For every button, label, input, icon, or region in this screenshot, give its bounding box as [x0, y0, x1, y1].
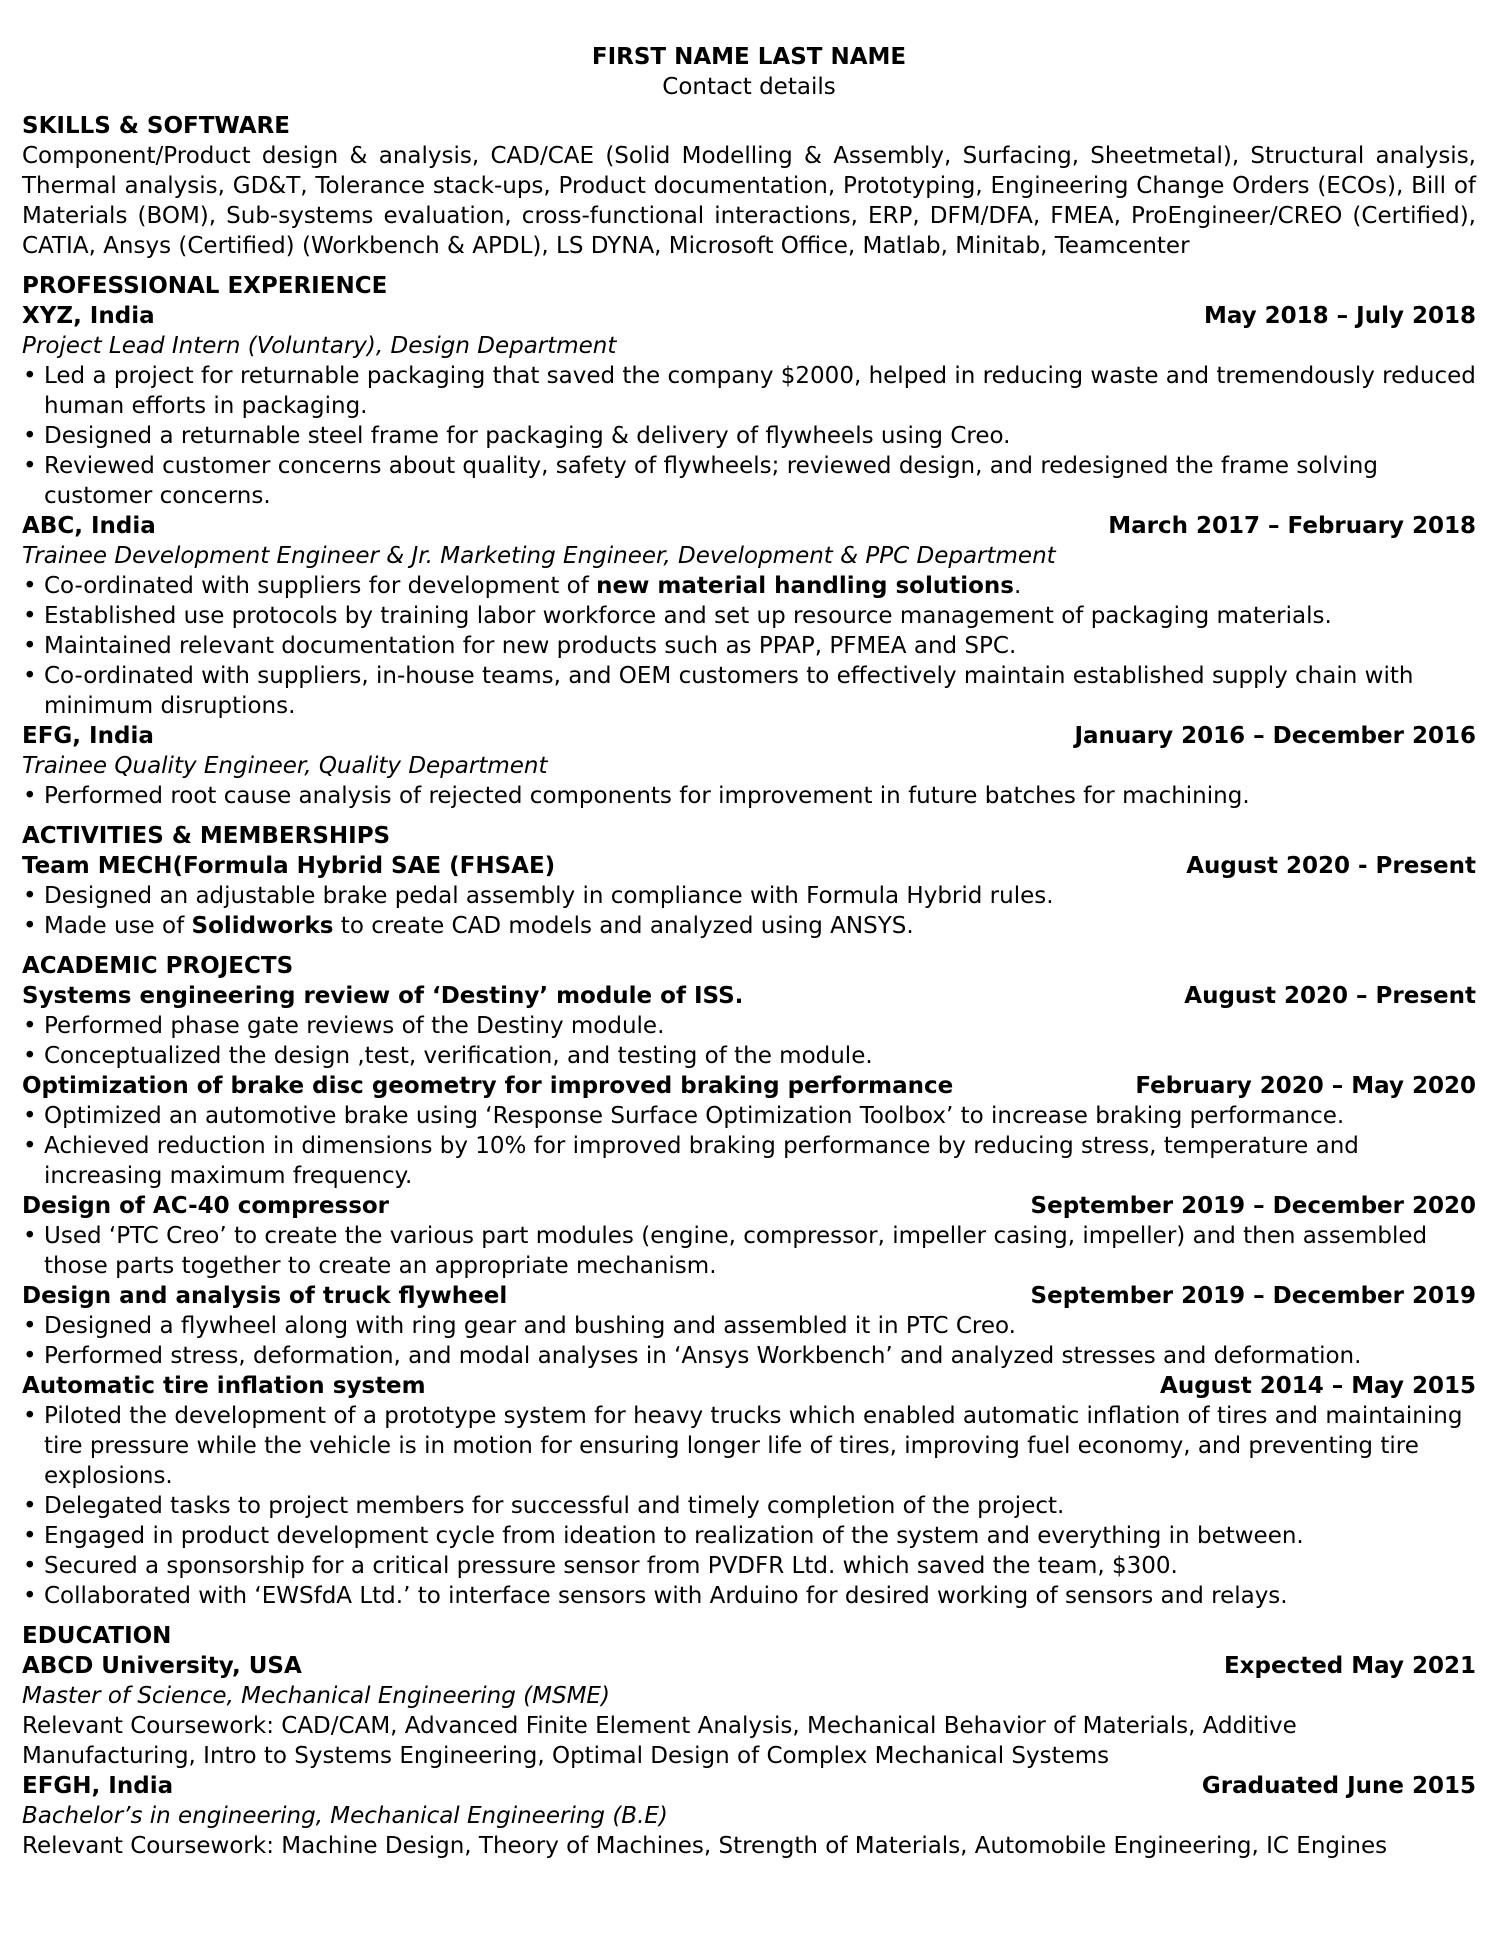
job-org: XYZ, India — [22, 303, 155, 329]
bullet-item: • Designed a flywheel along with ring gear and bushing and assembled it in PTC Creo. — [22, 1311, 1476, 1341]
bullet-item: • Achieved reduction in dimensions by 10% for improved braking performance by reducing stress, temperature and increasing maximum frequency. — [22, 1131, 1476, 1191]
bullet-item: • Piloted the development of a prototype system for heavy trucks which enabled automatic inflation of tires and maintaining tire pressure while the vehicle is in motion for ensuring longer life of tires, improving fuel economy, and preventing tire explosions. — [22, 1401, 1476, 1491]
project-dates: September 2019 – December 2019 — [1030, 1283, 1476, 1309]
bullet-item: • Secured a sponsorship for a critical pressure sensor from PVDFR Ltd. which saved the team, $300. — [22, 1551, 1476, 1581]
project-dates: August 2014 – May 2015 — [1160, 1373, 1476, 1399]
job-dates: January 2016 – December 2016 — [1074, 723, 1476, 749]
project-name: Optimization of brake disc geometry for improved braking performance — [22, 1073, 954, 1099]
job-entry — [22, 511, 1476, 721]
project-entry — [22, 981, 1476, 1071]
bullet-item: • Established use protocols by training labor workforce and set up resource management of packaging materials. — [22, 601, 1476, 631]
project-dates: August 2020 – Present — [1184, 983, 1476, 1009]
activity-org: Team MECH(Formula Hybrid SAE (FHSAE) — [22, 853, 556, 879]
project-entry — [22, 1371, 1476, 1611]
job-org: ABC, India — [22, 513, 156, 539]
skills-text: Component/Product design & analysis, CAD/CAE (Solid Modelling & Assembly, Surfacing, Sheetmetal), Structural analysis, Thermal analysis, GD&T, Tolerance stack-ups, Product documentation, Prototyping, Engineering Change Orders (ECOs), Bill of Materials (BOM), Sub-systems evaluation, cross-functional interactions, ERP, DFM/DFA, FMEA, ProEngineer/CREO (Certified), CATIA, Ansys (Certified) (Workbench & APDL), LS DYNA, Microsoft Office, Matlab, Minitab, Teamcenter — [22, 143, 1476, 259]
job-dates: March 2017 – February 2018 — [1108, 513, 1476, 539]
project-dates: February 2020 – May 2020 — [1135, 1073, 1476, 1099]
job-bullets — [22, 571, 1476, 721]
job-org: EFG, India — [22, 723, 154, 749]
project-bullets — [22, 1101, 1476, 1191]
activities-heading: ACTIVITIES & MEMBERSHIPS — [22, 823, 391, 849]
candidate-name: FIRST NAME LAST NAME — [591, 44, 907, 70]
job-bullets — [22, 361, 1476, 511]
project-entry — [22, 1281, 1476, 1371]
bullet-item: • Used ‘PTC Creo’ to create the various part modules (engine, compressor, impeller casing, impeller) and then assembled those parts together to create an appropriate mechanism. — [22, 1221, 1476, 1281]
bullet-item: • Conceptualized the design ,test, verification, and testing of the module. — [22, 1041, 1476, 1071]
bullet-item: • Maintained relevant documentation for new products such as PPAP, PFMEA and SPC. — [22, 631, 1476, 661]
skills-heading: SKILLS & SOFTWARE — [22, 113, 290, 139]
coursework: Relevant Coursework: CAD/CAM, Advanced Finite Element Analysis, Mechanical Behavior of Materials, Additive Manufacturing, Intro to Systems Engineering, Optimal Design of Complex Mechanical Systems — [22, 1713, 1297, 1769]
activities-section — [22, 821, 1476, 941]
school-name: ABCD University, USA — [22, 1653, 302, 1679]
experience-section — [22, 271, 1476, 811]
job-entry — [22, 301, 1476, 511]
bullet-item: • Performed root cause analysis of rejected components for improvement in future batches for machining. — [22, 781, 1476, 811]
project-entry — [22, 1071, 1476, 1191]
bullet-item: • Delegated tasks to project members for successful and timely completion of the project. — [22, 1491, 1476, 1521]
education-heading: EDUCATION — [22, 1623, 172, 1649]
skills-section — [22, 111, 1476, 261]
experience-heading: PROFESSIONAL EXPERIENCE — [22, 273, 388, 299]
bullet-item: • Co-ordinated with suppliers for development of new material handling solutions. — [22, 571, 1476, 601]
resume-header — [22, 42, 1476, 102]
activity-dates: August 2020 - Present — [1186, 853, 1476, 879]
bullet-item: • Designed an adjustable brake pedal assembly in compliance with Formula Hybrid rules. — [22, 881, 1476, 911]
project-bullets — [22, 1311, 1476, 1371]
degree: Bachelor’s in engineering, Mechanical Engineering (B.E) — [22, 1803, 668, 1829]
bullet-item: • Engaged in product development cycle from ideation to realization of the system and everything in between. — [22, 1521, 1476, 1551]
school-entry — [22, 1651, 1476, 1771]
project-name: Design and analysis of truck flywheel — [22, 1283, 508, 1309]
coursework: Relevant Coursework: Machine Design, Theory of Machines, Strength of Materials, Automobile Engineering, IC Engines — [22, 1833, 1388, 1859]
job-entry — [22, 721, 1476, 811]
project-entry — [22, 1191, 1476, 1281]
project-name: Design of AC-40 compressor — [22, 1193, 390, 1219]
bullet-item: • Performed stress, deformation, and modal analyses in ‘Ansys Workbench’ and analyzed stresses and deformation. — [22, 1341, 1476, 1371]
bullet-item: • Reviewed customer concerns about quality, safety of flywheels; reviewed design, and redesigned the frame solving customer concerns. — [22, 451, 1476, 511]
job-dates: May 2018 – July 2018 — [1203, 303, 1476, 329]
bullet-item: • Designed a returnable steel frame for packaging & delivery of flywheels using Creo. — [22, 421, 1476, 451]
bullet-item: • Collaborated with ‘EWSfdA Ltd.’ to interface sensors with Arduino for desired working of sensors and relays. — [22, 1581, 1476, 1611]
school-dates: Expected May 2021 — [1223, 1653, 1476, 1679]
bullet-item: • Optimized an automotive brake using ‘Response Surface Optimization Toolbox’ to increase braking performance. — [22, 1101, 1476, 1131]
project-name: Systems engineering review of ‘Destiny’ module of ISS. — [22, 983, 744, 1009]
education-section — [22, 1621, 1476, 1861]
project-bullets — [22, 1011, 1476, 1071]
project-name: Automatic tire inflation system — [22, 1373, 426, 1399]
job-role: Trainee Development Engineer & Jr. Marketing Engineer, Development & PPC Department — [22, 543, 1056, 569]
job-role: Project Lead Intern (Voluntary), Design Department — [22, 333, 617, 359]
job-bullets — [22, 781, 1476, 811]
project-bullets — [22, 1221, 1476, 1281]
projects-heading: ACADEMIC PROJECTS — [22, 953, 294, 979]
contact-details: Contact details — [662, 74, 836, 100]
bullet-item: • Led a project for returnable packaging that saved the company $2000, helped in reducing waste and tremendously reduced human efforts in packaging. — [22, 361, 1476, 421]
project-dates: September 2019 – December 2020 — [1030, 1193, 1476, 1219]
degree: Master of Science, Mechanical Engineering (MSME) — [22, 1683, 610, 1709]
bullet-item: • Performed phase gate reviews of the Destiny module. — [22, 1011, 1476, 1041]
school-name: EFGH, India — [22, 1773, 174, 1799]
bullet-item: • Made use of Solidworks to create CAD models and analyzed using ANSYS. — [22, 911, 1476, 941]
bullet-item: • Co-ordinated with suppliers, in-house teams, and OEM customers to effectively maintain established supply chain with minimum disruptions. — [22, 661, 1476, 721]
school-entry — [22, 1771, 1476, 1861]
project-bullets — [22, 1401, 1476, 1611]
school-dates: Graduated June 2015 — [1201, 1773, 1476, 1799]
activity-bullets — [22, 881, 1476, 941]
job-role: Trainee Quality Engineer, Quality Department — [22, 753, 548, 779]
projects-section — [22, 951, 1476, 1611]
